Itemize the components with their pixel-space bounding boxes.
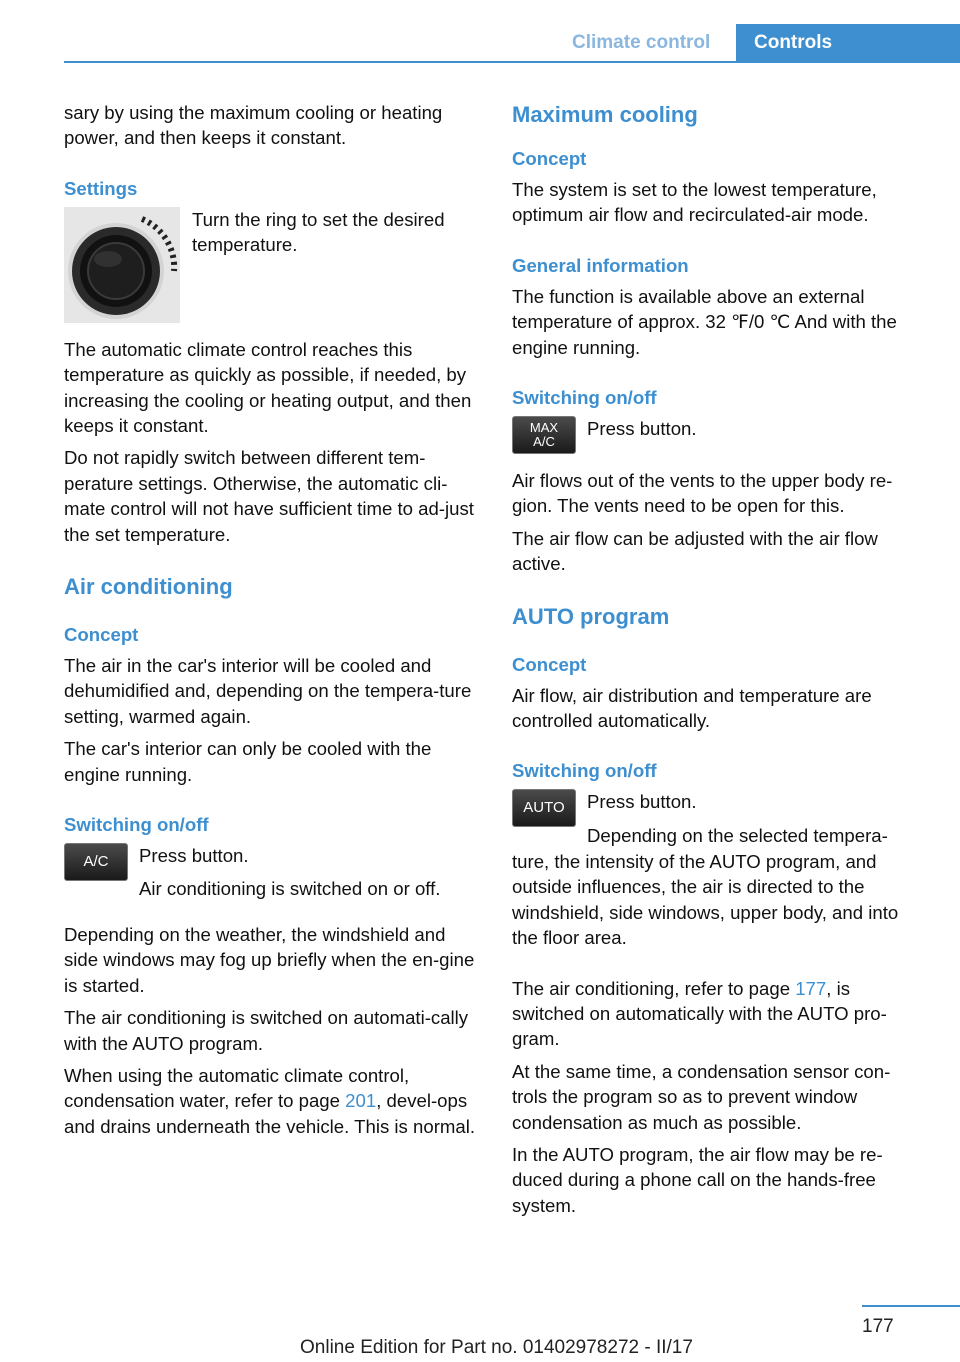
max-paragraph-1: Air flows out of the vents to the upper body re‐gion. The vents need to be open for this. <box>512 470 893 517</box>
left-column <box>64 100 476 1146</box>
right-column <box>512 100 924 1225</box>
ac-concept-paragraph-1: The air in the car's interior will be cooled and dehumidified and, depending on the tempera‐ture setting, warmed again. <box>64 655 472 727</box>
auto-paragraph-3: In the AUTO program, the air flow may be re‐duced during a phone call on the hands-free system. <box>512 1143 883 1216</box>
header-rule <box>64 61 960 63</box>
auto-press-text: Press button. <box>587 791 697 813</box>
auto-program-heading: AUTO program <box>512 603 670 629</box>
auto-concept-heading: Concept <box>512 653 587 675</box>
max-press-text: Press button. <box>587 418 697 440</box>
max-ac-button-image <box>512 416 576 454</box>
page-link-201[interactable]: 201 <box>345 1090 377 1112</box>
max-general-heading: General information <box>512 254 689 276</box>
ac-paragraph-3: Depending on the weather, the windshield and side windows may fog up briefly when the en‐gine is started. <box>64 923 475 996</box>
max-button-row <box>512 416 924 454</box>
auto-paragraph-1 <box>512 976 924 1052</box>
max-label-top: MAX <box>529 420 559 436</box>
ac-button-image: A/C <box>64 843 128 881</box>
settings-heading: Settings <box>64 177 138 199</box>
max-paragraph-2: The air flow can be adjusted with the air flow active. <box>512 527 878 575</box>
ac-p5-text-after: , devel‐ops and drains underneath the vehicle. This is normal. <box>64 1090 476 1137</box>
auto-button-row <box>512 789 924 827</box>
auto-p1-text-after: , is switched on automatically with the AUTO pro‐gram. <box>512 977 887 1050</box>
ac-press-text: Press button. <box>139 845 249 867</box>
footer-rule <box>862 1305 960 1307</box>
auto-depending-text: Depending on the selected tempera‐ture, the intensity of the AUTO program, and outside influences, the air is directed to the windshield, side windows, upper body, and into the floor area. <box>512 825 899 949</box>
temperature-knob-image <box>64 207 180 323</box>
max-cooling-heading: Maximum cooling <box>512 102 698 127</box>
auto-switch-heading: Switching on/off <box>512 760 657 782</box>
edition-footer: Online Edition for Part no. 01402978272 - II/17 <box>300 1337 693 1358</box>
max-concept-heading: Concept <box>512 148 587 169</box>
ac-paragraph-5 <box>64 1063 476 1139</box>
max-switch-heading: Switching on/off <box>512 387 657 409</box>
header-section-title: Climate control <box>572 32 711 53</box>
auto-button-image: AUTO <box>512 789 576 827</box>
intro-paragraph: sary by using the maximum cooling or heating power, and then keeps it constant. <box>64 102 443 149</box>
max-label-bottom: A/C <box>533 434 555 450</box>
ac-p5-text-before: When using the automatic climate control, condensation water, refer to page <box>64 1064 410 1112</box>
settings-figure-text: Turn the ring to set the desired temperature. <box>192 208 445 256</box>
ac-concept-paragraph-2: The car's interior can only be cooled with the engine running. <box>64 738 432 785</box>
auto-p1-text-before: The air conditioning, refer to page <box>512 977 796 999</box>
ac-press-detail: Air conditioning is switched on or off. <box>139 877 441 899</box>
header-tab-controls: Controls <box>736 24 960 63</box>
page-number: 177 <box>862 1316 894 1337</box>
ac-paragraph-4: The air conditioning is switched on automati‐cally with the AUTO program. <box>64 1007 469 1054</box>
max-general-text: The function is available above an external temperature of approx. 32 ℉/0 ℃ And with the engine running. <box>512 285 897 358</box>
page-link-177[interactable]: 177 <box>795 977 827 999</box>
max-concept-text: The system is set to the lowest temperature, optimum air flow and recirculated-air mode. <box>512 179 877 226</box>
ac-concept-heading: Concept <box>64 624 139 646</box>
ac-switch-heading: Switching on/off <box>64 814 209 836</box>
settings-paragraph-2: Do not rapidly switch between different tem‐perature settings. Otherwise, the automatic cli‐mate control will not have sufficient time to ad‐just the set temperature. <box>64 447 474 545</box>
air-conditioning-heading: Air conditioning <box>64 574 233 600</box>
ac-button-row <box>64 843 476 908</box>
settings-paragraph-1: The automatic climate control reaches this temperature as quickly as possible, if needed, by increasing the cooling or heating output, and then keeps it constant. <box>64 338 472 437</box>
auto-concept-text: Air flow, air distribution and temperature are controlled automatically. <box>512 684 872 732</box>
auto-paragraph-2: At the same time, a condensation sensor con‐trols the program so as to prevent window condensation as much as possible. <box>512 1060 891 1133</box>
settings-figure-row <box>64 207 476 323</box>
